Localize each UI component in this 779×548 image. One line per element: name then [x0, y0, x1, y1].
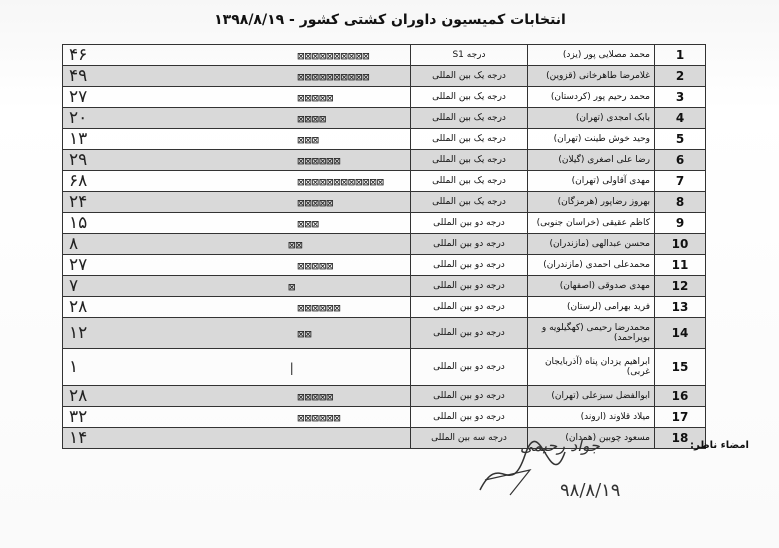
- candidate-name: کاظم عقیقی (خراسان جنوبی): [528, 213, 655, 234]
- table-row: [63, 386, 706, 407]
- vote-count-handwritten: ۲۰: [69, 108, 88, 128]
- candidate-name: وحید خوش طینت (تهران): [528, 129, 655, 150]
- vote-count-handwritten: ۷: [69, 276, 79, 296]
- tally-marks: ⊠⊠⊠⊠⊠: [297, 390, 334, 404]
- table-row: [63, 150, 706, 171]
- candidate-name: ابراهیم یزدان پناه (آذربایجان غربی): [528, 349, 655, 386]
- tally-marks: ⊠⊠⊠⊠⊠⊠⊠⊠⊠⊠: [297, 70, 370, 84]
- referee-grade: درجه یک بین المللی: [411, 150, 528, 171]
- vote-tally-cell: [63, 386, 411, 407]
- row-number: 3: [655, 87, 706, 108]
- row-number: 13: [655, 297, 706, 318]
- tally-marks: ⊠⊠⊠⊠: [297, 112, 327, 126]
- vote-count-handwritten: ۱۲: [69, 323, 88, 343]
- row-number: 12: [655, 276, 706, 297]
- vote-count-handwritten: ۶۸: [69, 171, 88, 191]
- vote-tally-cell: [63, 213, 411, 234]
- table-row: [63, 428, 706, 449]
- tally-marks: ⊠⊠⊠⊠⊠⊠: [297, 154, 341, 168]
- vote-tally-cell: [63, 87, 411, 108]
- candidate-name: ابوالفضل سبزعلی (تهران): [528, 386, 655, 407]
- table-row: [63, 108, 706, 129]
- referee-grade: درجه دو بین المللی: [411, 213, 528, 234]
- table-row: [63, 349, 706, 386]
- observer-signature-label: امضاء ناظر:: [690, 440, 749, 451]
- row-number: 11: [655, 255, 706, 276]
- candidate-name: محسن عبدالهی (مازندران): [528, 234, 655, 255]
- referee-grade: درجه یک بین المللی: [411, 171, 528, 192]
- referee-grade: درجه دو بین المللی: [411, 318, 528, 349]
- vote-tally-cell: [63, 234, 411, 255]
- vote-count-handwritten: ۲۸: [69, 386, 88, 406]
- vote-count-handwritten: ۲۷: [69, 87, 88, 107]
- tally-marks: ⊠⊠⊠⊠⊠: [297, 196, 334, 210]
- table-row: [63, 318, 706, 349]
- row-number: 18: [655, 428, 706, 449]
- table-row: [63, 234, 706, 255]
- referee-grade: درجه دو بین المللی: [411, 386, 528, 407]
- vote-tally-cell: [63, 66, 411, 87]
- referee-grade: درجه S1: [411, 45, 528, 66]
- vote-tally-cell: [63, 297, 411, 318]
- vote-tally-cell: [63, 192, 411, 213]
- vote-count-handwritten: ۱۳: [69, 129, 88, 149]
- table-row: [63, 66, 706, 87]
- vote-count-handwritten: ۱۵: [69, 213, 88, 233]
- document-title: انتخابات کمیسیون داوران کشتی کشور - ۱۳۹۸/۸/۱۹: [214, 12, 566, 28]
- table-row: [63, 87, 706, 108]
- candidate-name: محمد مصلایی پور (یزد): [528, 45, 655, 66]
- row-number: 6: [655, 150, 706, 171]
- tally-marks: ⊠⊠⊠⊠⊠⊠: [297, 301, 341, 315]
- candidate-name: بهروز رضاپور (هرمزگان): [528, 192, 655, 213]
- referee-grade: درجه یک بین المللی: [411, 87, 528, 108]
- vote-tally-cell: [63, 255, 411, 276]
- row-number: 9: [655, 213, 706, 234]
- tally-marks: ⊠⊠⊠: [297, 133, 319, 147]
- row-number: 16: [655, 386, 706, 407]
- tally-marks: ⊠⊠⊠⊠⊠⊠⊠⊠⊠⊠⊠⊠: [297, 175, 384, 189]
- referee-grade: درجه یک بین المللی: [411, 192, 528, 213]
- referee-grade: درجه دو بین المللی: [411, 234, 528, 255]
- vote-table-body: [63, 45, 706, 449]
- candidate-name: فرید بهرامی (لرستان): [528, 297, 655, 318]
- table-row: [63, 213, 706, 234]
- candidate-name: رضا علی اصغری (گیلان): [528, 150, 655, 171]
- table-row: [63, 297, 706, 318]
- table-row: [63, 192, 706, 213]
- table-row: [63, 276, 706, 297]
- vote-count-handwritten: ۳۲: [69, 407, 88, 427]
- candidate-name: محمدرضا رحیمی (کهگیلویه و بویراحمد): [528, 318, 655, 349]
- vote-tally-cell: [63, 171, 411, 192]
- table-row: [63, 45, 706, 66]
- vote-count-handwritten: ۲۸: [69, 297, 88, 317]
- row-number: 1: [655, 45, 706, 66]
- observer-signature-date: ۹۸/۸/۱۹: [560, 480, 621, 501]
- tally-marks: ⊠⊠⊠: [297, 217, 319, 231]
- referee-grade: درجه دو بین المللی: [411, 407, 528, 428]
- vote-count-handwritten: ۲۴: [69, 192, 88, 212]
- row-number: 8: [655, 192, 706, 213]
- tally-marks: ⊠⊠⊠⊠⊠: [297, 91, 334, 105]
- vote-tally-cell: [63, 276, 411, 297]
- candidate-name: میلاد قلاوند (اروند): [528, 407, 655, 428]
- vote-count-handwritten: ۴۶: [69, 45, 88, 65]
- tally-marks: ⊠⊠⊠⊠⊠: [297, 259, 334, 273]
- vote-tally-cell: [63, 349, 411, 386]
- table-row: [63, 255, 706, 276]
- tally-marks: |: [288, 361, 296, 375]
- vote-tally-cell: [63, 407, 411, 428]
- row-number: 14: [655, 318, 706, 349]
- tally-marks: ⊠⊠⊠⊠⊠⊠: [297, 411, 341, 425]
- table-row: [63, 407, 706, 428]
- referee-grade: درجه دو بین المللی: [411, 255, 528, 276]
- referee-grade: درجه سه بین المللی: [411, 428, 528, 449]
- vote-count-handwritten: ۸: [69, 234, 79, 254]
- vote-tally-cell: [63, 428, 411, 449]
- vote-table: [62, 44, 706, 449]
- candidate-name: محمدعلی احمدی (مازندران): [528, 255, 655, 276]
- tally-marks: ⊠: [288, 280, 296, 294]
- candidate-name: مهدی آقاولی (تهران): [528, 171, 655, 192]
- vote-count-handwritten: ۱: [69, 357, 79, 377]
- vote-tally-cell: [63, 129, 411, 150]
- referee-grade: درجه یک بین المللی: [411, 66, 528, 87]
- vote-count-handwritten: ۴۹: [69, 66, 88, 86]
- referee-grade: درجه دو بین المللی: [411, 349, 528, 386]
- row-number: 2: [655, 66, 706, 87]
- table-row: [63, 129, 706, 150]
- row-number: 5: [655, 129, 706, 150]
- row-number: 15: [655, 349, 706, 386]
- referee-grade: درجه دو بین المللی: [411, 276, 528, 297]
- row-number: 10: [655, 234, 706, 255]
- row-number: 7: [655, 171, 706, 192]
- row-number: 17: [655, 407, 706, 428]
- referee-grade: درجه یک بین المللی: [411, 108, 528, 129]
- candidate-name: بابک امجدی (تهران): [528, 108, 655, 129]
- vote-count-handwritten: ۱۴: [69, 428, 88, 448]
- row-number: 4: [655, 108, 706, 129]
- referee-grade: درجه یک بین المللی: [411, 129, 528, 150]
- table-row: [63, 171, 706, 192]
- observer-signature-name: جواد رحیمی: [520, 436, 600, 455]
- vote-tally-cell: [63, 45, 411, 66]
- tally-marks: ⊠⊠: [288, 238, 303, 252]
- vote-count-handwritten: ۲۹: [69, 150, 88, 170]
- candidate-name: محمد رحیم پور (کردستان): [528, 87, 655, 108]
- vote-count-handwritten: ۲۷: [69, 255, 88, 275]
- vote-tally-cell: [63, 150, 411, 171]
- vote-tally-cell: [63, 318, 411, 349]
- candidate-name: غلامرضا طاهرخانی (قزوین): [528, 66, 655, 87]
- candidate-name: مهدی صدوقی (اصفهان): [528, 276, 655, 297]
- referee-grade: درجه دو بین المللی: [411, 297, 528, 318]
- vote-tally-cell: [63, 108, 411, 129]
- candidate-name: مسعود چوبین (همدان): [528, 428, 655, 449]
- tally-marks: ⊠⊠: [297, 327, 312, 341]
- tally-marks: ⊠⊠⊠⊠⊠⊠⊠⊠⊠⊠: [297, 49, 370, 63]
